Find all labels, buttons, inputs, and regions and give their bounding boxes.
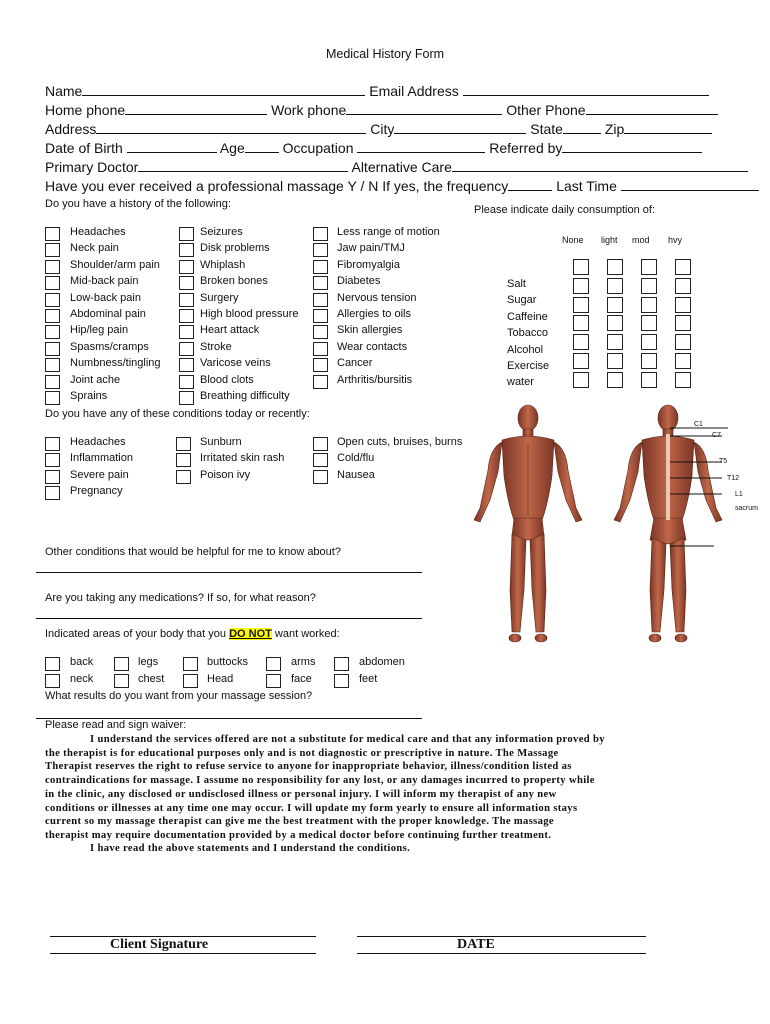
waiver-line: I understand the services offered are not a substitute for medical care and that any information proved by (90, 734, 605, 745)
front-body-figure (474, 405, 582, 642)
consumption-checkbox[interactable] (641, 334, 657, 350)
checklist-item-label: Headaches (70, 436, 126, 448)
checklist-item-label: Sunburn (200, 436, 242, 448)
back-body-figure (614, 405, 722, 642)
zip-field[interactable] (624, 121, 712, 134)
checklist-item-label: Inflammation (70, 452, 133, 465)
consumption-checkbox[interactable] (675, 278, 691, 294)
primary-doctor-label: Primary Doctor (45, 159, 139, 175)
checklist-item-label: Breathing difficulty (200, 390, 290, 402)
consumption-checkbox[interactable] (607, 297, 623, 313)
consumption-checkbox[interactable] (675, 315, 691, 331)
other-phone-label: Other Phone (506, 102, 586, 118)
checkbox-history-2-2[interactable] (313, 260, 328, 274)
occupation-field[interactable] (357, 140, 485, 153)
consumption-level-light: light (601, 235, 618, 245)
contact-row-6 (45, 178, 759, 194)
checklist-item-label: Stroke (200, 340, 232, 353)
waiver-intro: Please read and sign waiver: (45, 719, 187, 731)
consumption-item-tobacco: Tobacco (507, 327, 548, 340)
home-phone-label: Home phone (45, 102, 126, 118)
date-line[interactable] (357, 936, 646, 937)
consumption-checkbox[interactable] (641, 297, 657, 313)
waiver-line: contraindications for massage. I assume no responsibility for any lost, or any damages incurred to property while (45, 775, 595, 787)
checklist-item-label: Varicose veins (200, 357, 271, 370)
city-label: City (370, 121, 395, 137)
state-field[interactable] (563, 121, 601, 134)
checkbox-history-1-2[interactable] (179, 260, 194, 274)
email-label: Email Address (369, 83, 459, 99)
consumption-checkbox[interactable] (641, 278, 657, 294)
checklist-item-label: Numbness/tingling (70, 357, 161, 370)
spine-label-t12: T12 (727, 475, 740, 482)
area-label-buttocks: buttocks (207, 656, 248, 668)
checkbox-history-1-7[interactable] (179, 342, 194, 356)
date-label: DATE (457, 937, 495, 952)
area-checkbox-head[interactable] (183, 674, 198, 688)
form-title: Medical History Form (325, 47, 445, 61)
consumption-checkbox[interactable] (607, 334, 623, 350)
checkbox-history-0-8[interactable] (45, 358, 60, 372)
contact-row-4 (45, 140, 702, 156)
consumption-checkbox[interactable] (641, 259, 657, 275)
areas-heading-before: Indicated areas of your body that you (45, 628, 230, 640)
contact-row-3 (45, 121, 712, 137)
frequency-field[interactable] (508, 178, 552, 191)
checkbox-current-0-2[interactable] (45, 470, 60, 484)
checkbox-history-0-0[interactable] (45, 227, 60, 241)
consumption-item-sugar: Sugar (507, 294, 537, 307)
area-label-chest: chest (138, 672, 165, 685)
consumption-heading: Please indicate daily consumption of: (474, 204, 655, 216)
checklist-item-label: Jaw pain/TMJ (337, 242, 405, 255)
consumption-checkbox[interactable] (641, 315, 657, 331)
consumption-item-exercise: Exercise (507, 360, 550, 372)
area-label-legs: legs (138, 656, 159, 668)
other-conditions-line[interactable] (36, 572, 422, 573)
checklist-item-label: Abdominal pain (70, 308, 146, 320)
area-label-arms: arms (291, 656, 316, 668)
results-question: What results do you want from your massage session? (45, 690, 313, 702)
area-checkbox-buttocks[interactable] (183, 657, 198, 671)
checklist-item-label: Shoulder/arm pain (70, 258, 160, 271)
current-heading: Do you have any of these conditions today or recently: (45, 408, 310, 420)
waiver-line: in the clinic, any disclosed or undisclosed illness or personal injury. I will inform my therapist of any new (45, 788, 557, 800)
area-checkbox-feet[interactable] (334, 674, 349, 688)
email-field[interactable] (463, 83, 709, 96)
address-field[interactable] (96, 121, 366, 134)
checklist-item-label: Severe pain (70, 468, 129, 481)
checkbox-current-0-1[interactable] (45, 453, 60, 467)
massage-question: Have you ever received a professional massage Y / N If yes, the frequency (45, 178, 509, 194)
checkbox-history-2-9[interactable] (313, 375, 328, 389)
last-time-label: Last Time (556, 178, 617, 194)
checklist-item-label: Sprains (70, 390, 108, 402)
checklist-item-label: Nervous tension (337, 291, 417, 304)
area-checkbox-neck[interactable] (45, 674, 60, 688)
checkbox-current-0-0[interactable] (45, 437, 60, 451)
medications-line[interactable] (36, 618, 422, 619)
consumption-checkbox[interactable] (607, 372, 623, 388)
address-label: Address (45, 121, 97, 137)
area-label-neck: neck (70, 672, 94, 685)
checkbox-history-1-9[interactable] (179, 375, 194, 389)
checklist-item-label: Low-back pain (70, 291, 141, 304)
area-checkbox-back[interactable] (45, 657, 60, 671)
checklist-item-label: Surgery (200, 291, 239, 304)
state-label: State (530, 121, 563, 137)
area-checkbox-legs[interactable] (114, 657, 129, 671)
other-conditions-question: Other conditions that would be helpful for me to know about? (45, 546, 341, 558)
consumption-checkbox[interactable] (607, 353, 623, 369)
checkbox-history-2-8[interactable] (313, 358, 328, 372)
date-underline (357, 953, 646, 954)
checkbox-history-2-0[interactable] (313, 227, 328, 241)
checkbox-current-1-0[interactable] (176, 437, 191, 451)
checkbox-history-1-4[interactable] (179, 293, 194, 307)
checkbox-history-2-4[interactable] (313, 293, 328, 307)
consumption-level-none: None (562, 235, 584, 245)
checkbox-current-2-0[interactable] (313, 437, 328, 451)
checklist-item-label: Broken bones (200, 275, 268, 288)
checkbox-history-0-9[interactable] (45, 375, 60, 389)
checkbox-history-1-6[interactable] (179, 325, 194, 339)
alternative-care-field[interactable] (452, 159, 748, 172)
consumption-level-mod: mod (632, 235, 650, 245)
checklist-item-label: Joint ache (70, 373, 121, 386)
checklist-item-label: Cancer (337, 357, 373, 370)
waiver-statement: I have read the above statements and I understand the conditions. (90, 843, 411, 854)
checkbox-history-1-0[interactable] (179, 227, 194, 241)
dob-field[interactable] (127, 140, 217, 153)
checklist-item-label: Heart attack (200, 324, 260, 337)
checklist-item-label: Wear contacts (337, 340, 408, 353)
client-signature-label: Client Signature (110, 937, 209, 952)
area-label-feet: feet (359, 672, 378, 685)
name-label: Name (45, 83, 83, 99)
checklist-item-label: Seizures (200, 226, 243, 238)
checklist-item-label: Poison ivy (200, 468, 251, 481)
checkbox-current-0-3[interactable] (45, 486, 60, 500)
contact-row-1 (45, 83, 709, 99)
checklist-item-label: Pregnancy (70, 485, 123, 498)
checkbox-current-2-1[interactable] (313, 453, 328, 467)
areas-heading (45, 628, 340, 640)
signature-underline (50, 953, 316, 954)
checklist-item-label: Blood clots (200, 373, 254, 386)
name-field[interactable] (82, 83, 365, 96)
medications-question: Are you taking any medications? If so, for what reason? (45, 592, 316, 604)
checkbox-history-2-7[interactable] (313, 342, 328, 356)
checkbox-history-1-1[interactable] (179, 243, 194, 257)
checkbox-history-0-6[interactable] (45, 325, 60, 339)
area-label-head: Head (207, 672, 234, 685)
checklist-item-label: Whiplash (200, 258, 246, 271)
referred-by-field[interactable] (562, 140, 702, 153)
checklist-item-label: Irritated skin rash (200, 452, 285, 465)
waiver-line: therapist may require documentation provided by a medical doctor before continuing further treatment. (45, 829, 552, 841)
area-label-abdomen: abdomen (359, 656, 405, 668)
primary-doctor-field[interactable] (138, 159, 348, 172)
consumption-level-hvy: hvy (668, 235, 683, 245)
checklist-item-label: Nausea (337, 468, 375, 481)
checkbox-history-2-6[interactable] (313, 325, 328, 339)
consumption-checkbox[interactable] (573, 372, 589, 388)
area-checkbox-face[interactable] (266, 674, 281, 688)
spine-label-t5: T5 (719, 458, 728, 465)
checklist-item-label: Open cuts, bruises, burns (337, 436, 463, 448)
anatomy-illustration (460, 400, 770, 660)
consumption-checkbox[interactable] (641, 353, 657, 369)
consumption-checkbox[interactable] (607, 278, 623, 294)
zip-label: Zip (604, 121, 625, 137)
checklist-item-label: Allergies to oils (337, 308, 411, 320)
spine-label-sacrum: sacrum (735, 505, 758, 512)
city-field[interactable] (394, 121, 526, 134)
waiver-line: the therapist is for educational purposes only and is not diagnostic or prescriptive in nature. The Massage (45, 747, 559, 759)
consumption-checkbox[interactable] (675, 297, 691, 313)
area-checkbox-chest[interactable] (114, 674, 129, 688)
dob-label: Date of Birth (45, 140, 123, 156)
areas-heading-highlight: DO NOT (229, 628, 272, 640)
waiver-line: Therapist reserves the right to refuse service to anyone for inappropriate behavior, illness/condition listed as (45, 761, 572, 773)
work-phone-label: Work phone (271, 102, 347, 118)
contact-row-5 (45, 159, 748, 175)
consumption-checkbox[interactable] (641, 372, 657, 388)
checkbox-history-0-10[interactable] (45, 391, 60, 405)
areas-heading-after: want worked: (271, 628, 340, 640)
consumption-checkbox[interactable] (675, 334, 691, 350)
area-label-back: back (70, 656, 94, 668)
consumption-item-water: water (507, 376, 534, 389)
checklist-item-label: Headaches (70, 226, 126, 238)
checkbox-history-1-3[interactable] (179, 276, 194, 290)
consumption-checkbox[interactable] (573, 297, 589, 313)
waiver-line: conditions or illnesses at any time one may occur. I will update my form yearly to ensure all information stays (45, 802, 578, 814)
checklist-item-label: Diabetes (337, 275, 381, 288)
area-checkbox-abdomen[interactable] (334, 657, 349, 671)
checklist-item-label: Arthritis/bursitis (337, 373, 413, 386)
checkbox-history-2-5[interactable] (313, 309, 328, 323)
consumption-checkbox[interactable] (607, 315, 623, 331)
age-field[interactable] (245, 140, 279, 153)
age-label: Age (219, 140, 245, 156)
checklist-item-label: Cold/flu (337, 452, 375, 465)
checklist-item-label: Spasms/cramps (70, 340, 149, 353)
occupation-label: Occupation (282, 140, 354, 156)
checkbox-current-1-1[interactable] (176, 453, 191, 467)
consumption-checkbox[interactable] (573, 353, 589, 369)
checkbox-history-2-3[interactable] (313, 276, 328, 290)
consumption-checkbox[interactable] (573, 278, 589, 294)
consumption-checkbox[interactable] (573, 259, 589, 275)
other-phone-field[interactable] (586, 102, 718, 115)
checklist-item-label: High blood pressure (200, 308, 299, 320)
spine-label-c1: C1 (694, 421, 703, 428)
spine-label-c7: C7 (712, 432, 721, 439)
checkbox-history-0-1[interactable] (45, 243, 60, 257)
checkbox-history-0-2[interactable] (45, 260, 60, 274)
checkbox-history-1-10[interactable] (179, 391, 194, 405)
work-phone-field[interactable] (346, 102, 502, 115)
consumption-checkbox[interactable] (573, 334, 589, 350)
checkbox-history-0-5[interactable] (45, 309, 60, 323)
consumption-item-salt: Salt (507, 278, 526, 290)
consumption-checkbox[interactable] (675, 353, 691, 369)
consumption-checkbox[interactable] (675, 372, 691, 388)
checkbox-history-1-8[interactable] (179, 358, 194, 372)
checkbox-history-1-5[interactable] (179, 309, 194, 323)
consumption-item-alcohol: Alcohol (507, 343, 544, 356)
alternative-care-label: Alternative Care (351, 159, 452, 175)
checklist-item-label: Mid-back pain (70, 275, 139, 288)
checklist-item-label: Disk problems (200, 242, 270, 255)
consumption-item-caffeine: Caffeine (507, 310, 548, 323)
checklist-item-label: Neck pain (70, 242, 119, 255)
spine-label-l1: L1 (735, 491, 743, 498)
waiver-line: current so my massage therapist can give me the best treatment with the proper knowledge. The massage (45, 816, 554, 828)
area-label-face: face (291, 672, 312, 685)
checkbox-history-0-4[interactable] (45, 293, 60, 307)
last-time-field[interactable] (621, 178, 759, 191)
checkbox-current-1-2[interactable] (176, 470, 191, 484)
checkbox-history-2-1[interactable] (313, 243, 328, 257)
consumption-checkbox[interactable] (573, 315, 589, 331)
consumption-checkbox[interactable] (607, 259, 623, 275)
home-phone-field[interactable] (125, 102, 267, 115)
checklist-item-label: Fibromyalgia (337, 258, 400, 271)
checklist-item-label: Hip/leg pain (70, 324, 129, 337)
checklist-item-label: Less range of motion (337, 226, 440, 238)
contact-row-2 (45, 102, 718, 118)
history-heading: Do you have a history of the following: (45, 198, 231, 210)
checkbox-history-0-3[interactable] (45, 276, 60, 290)
consumption-checkbox[interactable] (675, 259, 691, 275)
checkbox-current-2-2[interactable] (313, 470, 328, 484)
checkbox-history-0-7[interactable] (45, 342, 60, 356)
area-checkbox-arms[interactable] (266, 657, 281, 671)
checklist-item-label: Skin allergies (337, 324, 403, 337)
referred-by-label: Referred by (489, 140, 563, 156)
